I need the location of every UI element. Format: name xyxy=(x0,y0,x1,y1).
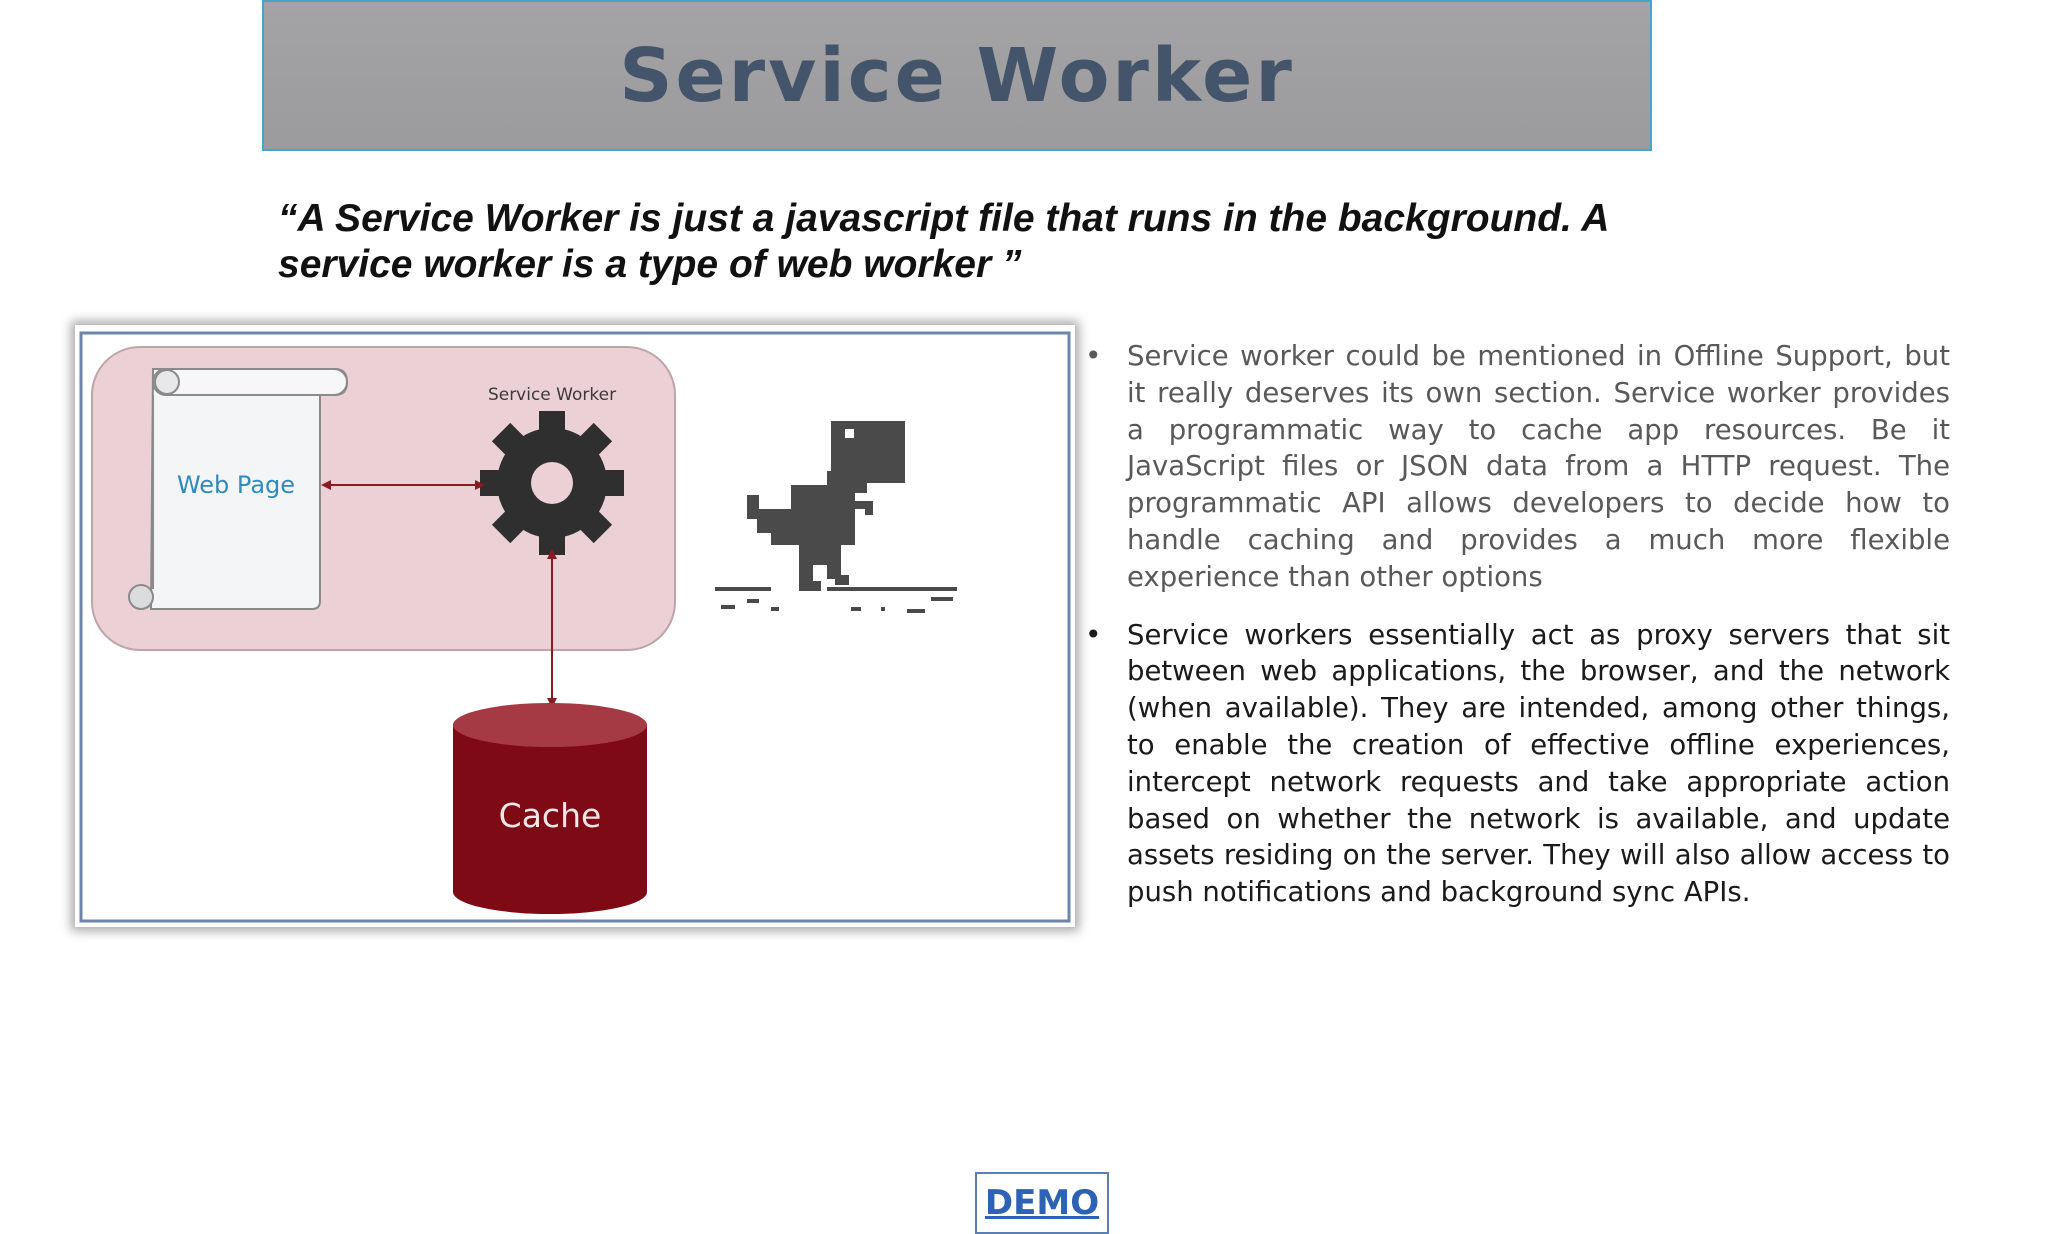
diagram-canvas xyxy=(75,325,1075,927)
bullet-marker: • xyxy=(1085,339,1102,372)
web-page-label: Web Page xyxy=(176,471,296,499)
bullet-list xyxy=(1085,338,1950,932)
bullet-item xyxy=(1085,338,1950,596)
service-worker-diagram xyxy=(75,325,1100,1223)
demo-link[interactable]: DEMO xyxy=(984,1183,1100,1223)
service-worker-label: Service Worker xyxy=(487,385,617,405)
title-banner xyxy=(262,0,1652,151)
bullet-item xyxy=(1085,617,1950,911)
quote-text: “A Service Worker is just a javascript file that runs in the background. A service worker is a type of web worker ” xyxy=(278,197,1608,286)
bullet-text: Service workers essentially act as proxy servers that sit between web applications, the browser, and the network (when available). They are intended, among other things, to enable the creation of effective offline experiences, intercept network requests and take appropriate action based on whether the network is available, and update assets residing on the server. They will also allow access to push notifications and background sync APIs. xyxy=(1127,618,1950,909)
gear-icon xyxy=(480,411,624,555)
slide-title: Service Worker xyxy=(619,32,1295,119)
cache-label: Cache xyxy=(498,796,602,835)
demo-link-box[interactable] xyxy=(975,1172,1109,1234)
bullet-marker: • xyxy=(1085,617,1102,651)
bullet-text: Service worker could be mentioned in Offline Support, but it really deserves its own section. Service worker provides a programmatic way to cache app resources. Be it JavaScript files or JSON data from a HTTP request. The programmatic API allows developers to decide how to handle caching and provides a much more flexible experience than other options xyxy=(1127,340,1950,593)
